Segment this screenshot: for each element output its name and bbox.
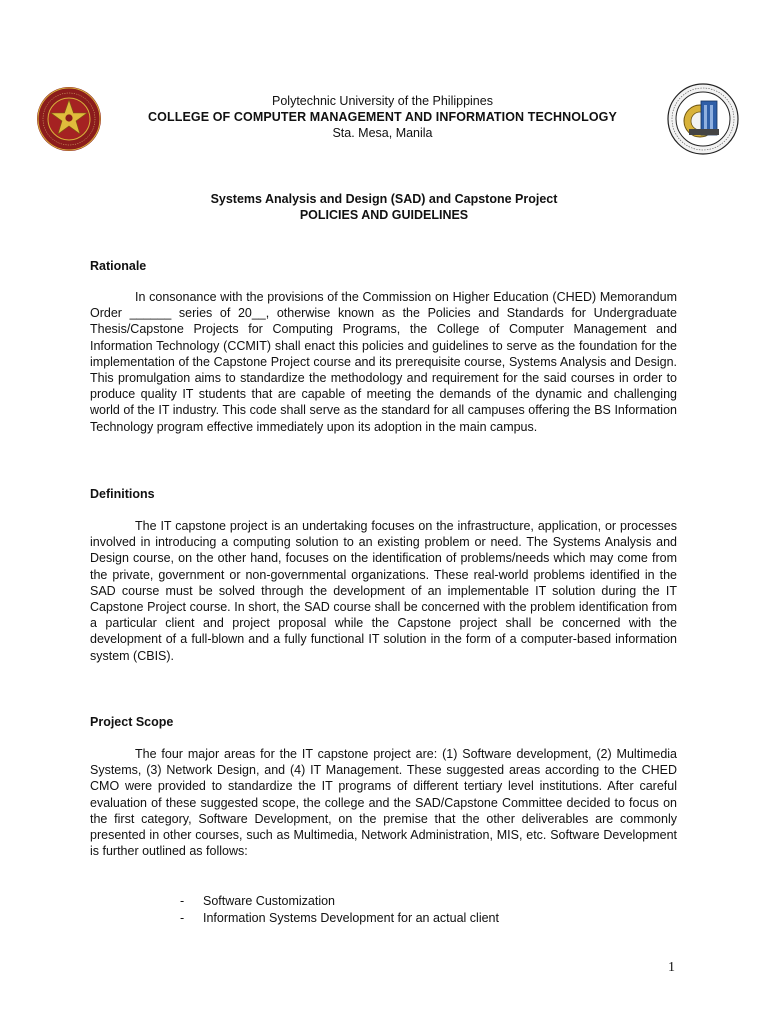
- list-item: - Software Customization: [180, 894, 336, 908]
- definitions-paragraph: The IT capstone project is an undertaking focuses on the infrastructure, application, or processes involved in introducing a computing solution to an existing problem or need. The Systems Analysis and Design course, on the other hand, focuses on the identification of problems/needs which may come from the private, government or non-governmental organizations. These real-world problems identified in the SAD course must be solved through the development of an implementable IT solution during the IT Capstone Project course. In short, the SAD course shall be concerned with the problem identification from a particular client and project proposal while the Capstone project shall be concerned with the development of a full-blown and a fully functional IT solution in the form of a computer-based information system (CBIS).: [90, 519, 677, 663]
- title-line-2: POLICIES AND GUIDELINES: [299, 208, 469, 222]
- document-header: [110, 93, 655, 141]
- university-name: Polytechnic University of the Philippines: [272, 94, 493, 108]
- rationale-paragraph: In consonance with the provisions of the Commission on Higher Education (CHED) Memorandum Order ______ series of 20__, otherwise known as the Policies and Standards for Undergraduate Thesis/Capstone Projects for Computing Programs, the College of Computer Management and Information Technology (CCMIT) shall enact this policies and guidelines to serve as the foundation for the implementation of the Capstone Project course and its prerequisite course, Systems Analysis and Design. This promulgation aims to standardize the methodology and requirement for the said courses in order to produce quality IT students that are capable of meeting the demands of the dynamic and challenging world of the IT industry. This code shall serve as the standard for all campuses offering the BS Information Technology program effective immediately upon its adoption in the main campus.: [90, 290, 677, 434]
- list-item-text: Software Customization: [203, 894, 336, 908]
- software-development-list: [180, 893, 499, 927]
- title-line-1: Systems Analysis and Design (SAD) and Capstone Project: [210, 192, 558, 206]
- definitions-heading: Definitions: [90, 487, 155, 501]
- list-item: - Information Systems Development for an actual client: [180, 911, 499, 925]
- project-scope-paragraph: The four major areas for the IT capstone project are: (1) Software development, (2) Multimedia Systems, (3) Network Design, and (4) IT Management. These suggested areas according to the CHED CMO were provided to standardize the IT programs of different tertiary level institutions. After careful evaluation of these suggested scope, the college and the SAD/Capstone Committee decided to focus on the first category, Software Development, on the premise that the other deliverables are commonly presented in other courses, such as Multimedia, Network Administration, MIS, etc. Software Development is further outlined as follows:: [90, 747, 677, 859]
- list-item-text: Information Systems Development for an actual client: [203, 911, 499, 925]
- campus-location: Sta. Mesa, Manila: [332, 126, 433, 140]
- document-title: [0, 191, 768, 223]
- college-name: COLLEGE OF COMPUTER MANAGEMENT AND INFORMATION TECHNOLOGY: [148, 110, 617, 124]
- pup-seal-logo: [36, 86, 102, 152]
- rationale-heading: Rationale: [90, 259, 147, 273]
- ccmit-seal-logo: [667, 83, 739, 155]
- project-scope-heading: Project Scope: [90, 715, 174, 729]
- page-number: 1: [668, 960, 675, 975]
